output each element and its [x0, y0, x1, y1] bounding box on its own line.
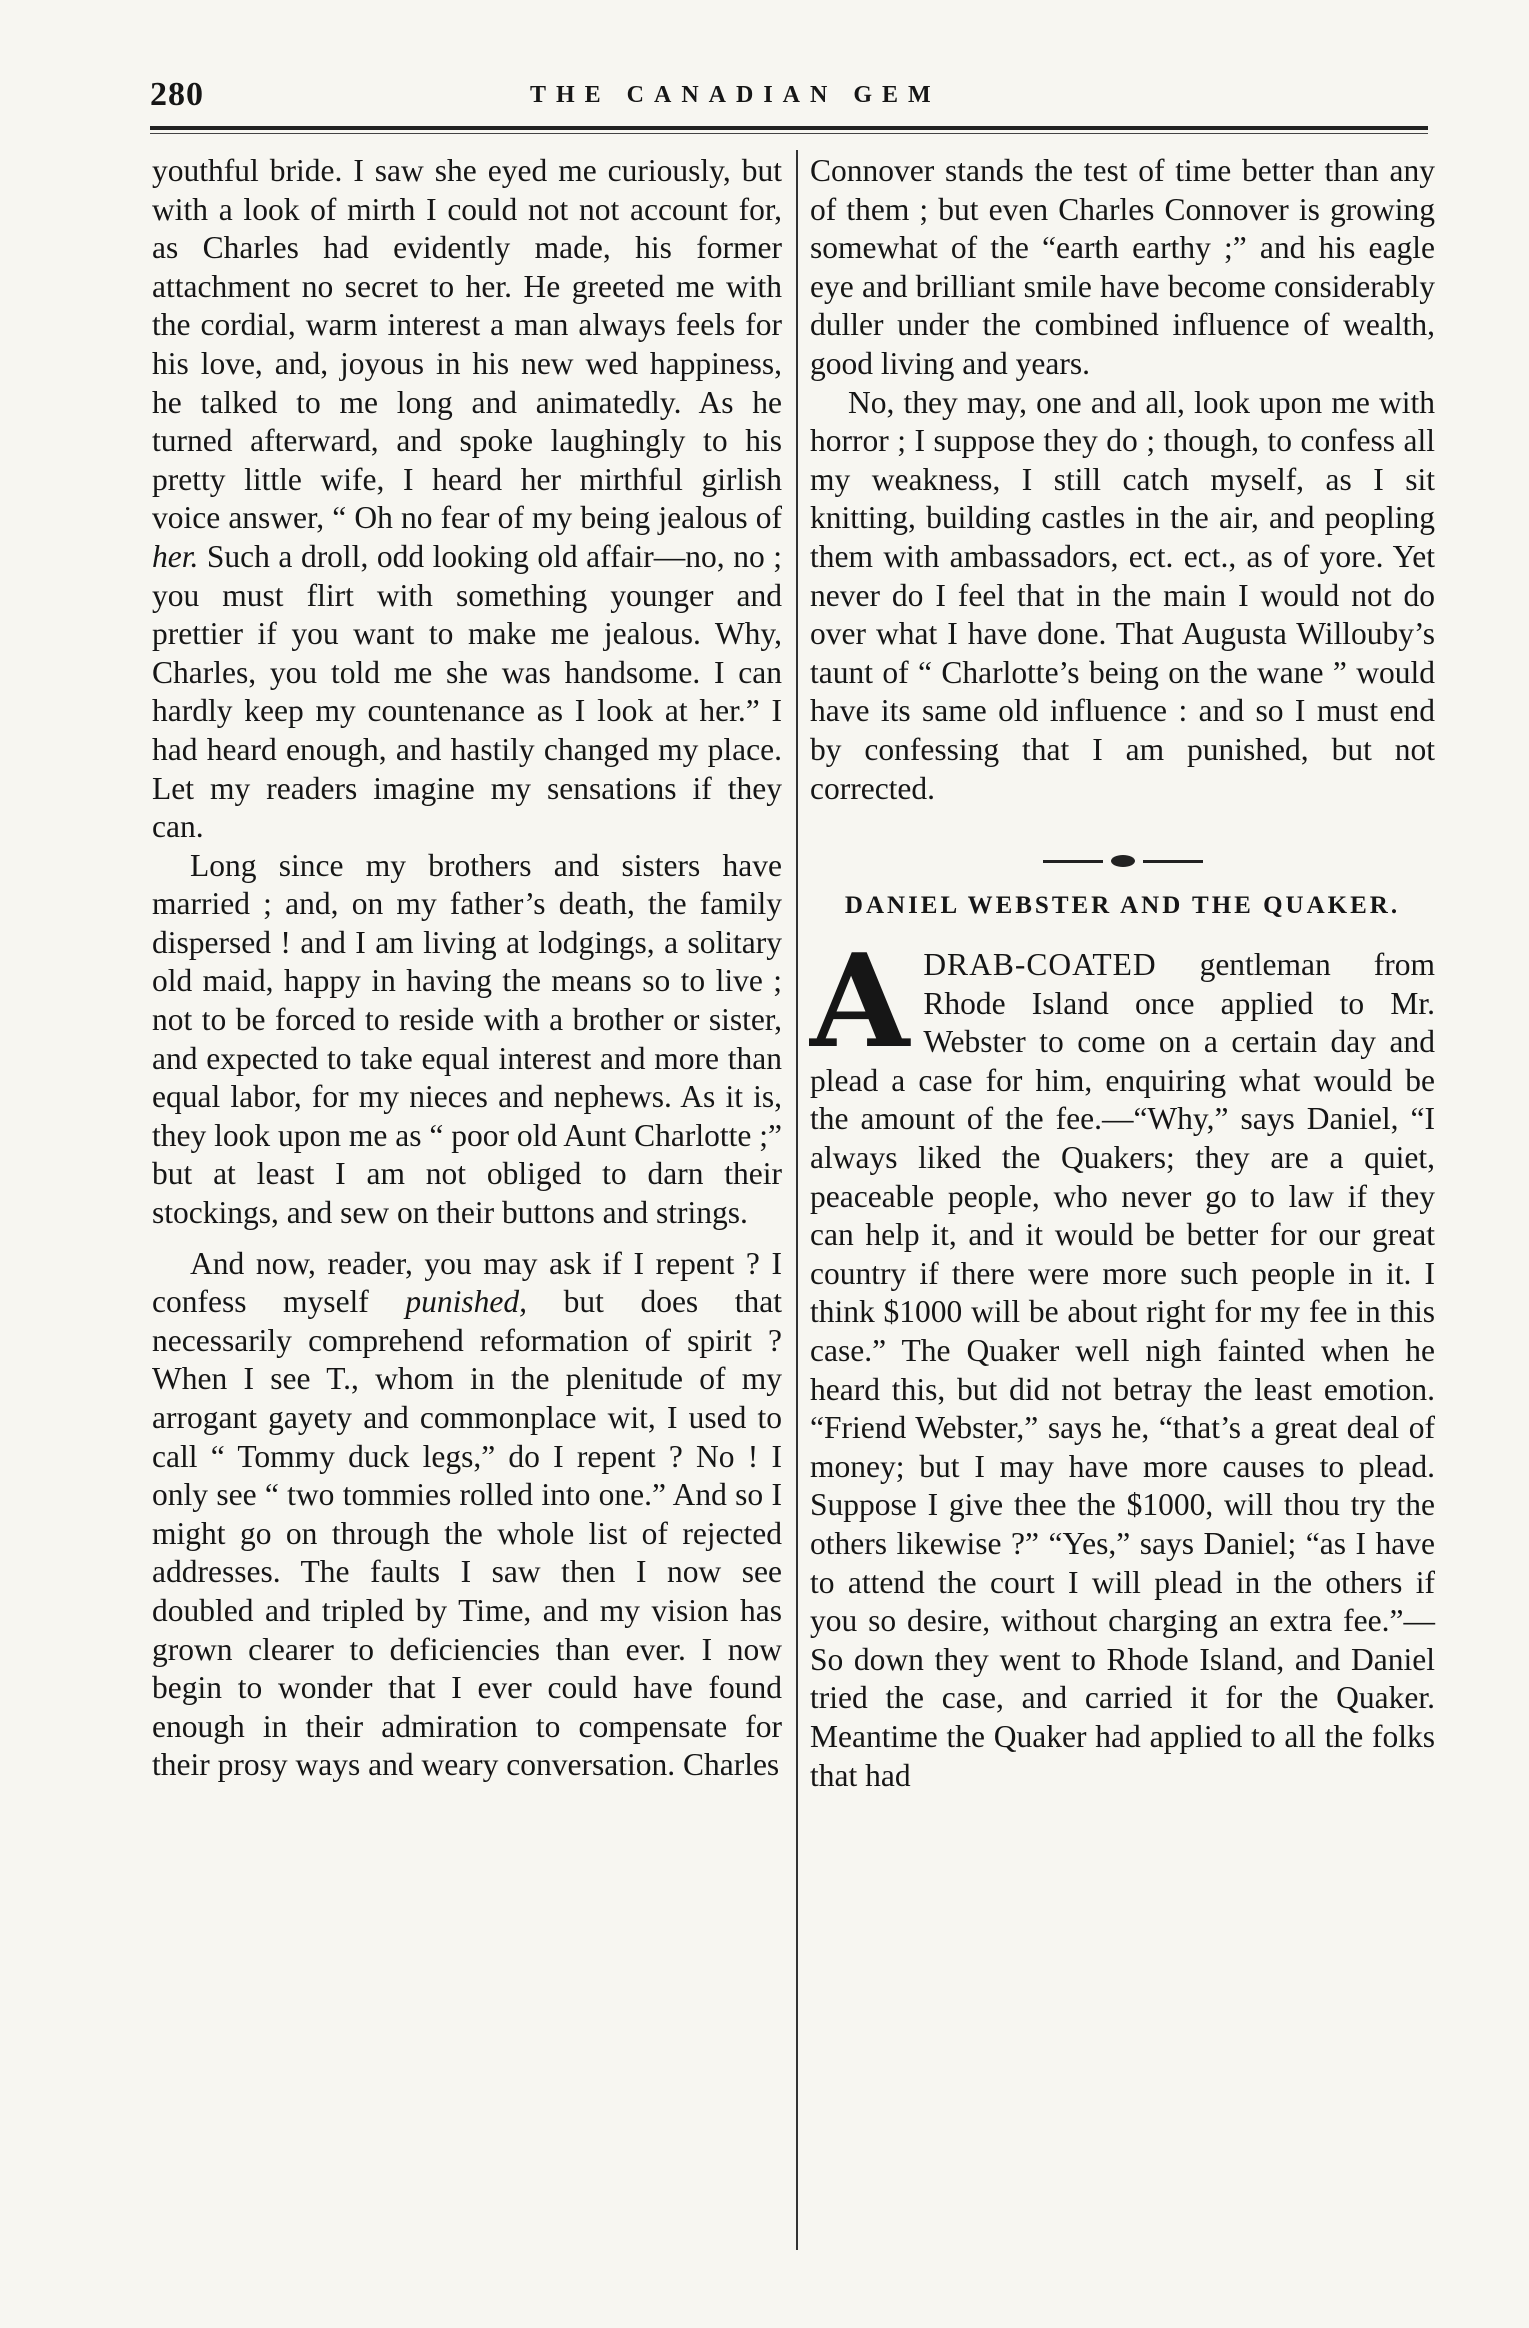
paragraph: [810, 927, 1435, 1795]
paragraph-text: but does that necessarily comprehend reformation of spirit ? When I see T., whom in the plenitude of my arrogant gayety and commonplace wit, I used to call “ Tommy duck legs,” do I repent ? No ! I only see “ two tommies rolled into one.” And so I might go on through the whole list of rejected addresses. The faults I saw then I now see doubled and tripled by Time, and my vision has grown clearer to deficiencies than ever. I now begin to wonder that I ever could have found enough in their admiration to compensate for their prosy ways and weary conversation. Charles: [152, 1284, 783, 1783]
paragraph: Long since my brothers and sisters have married ; and, on my father’s death, the family dispersed ! and I am living at lodgings, a solitary old maid, happy in having the means so to live ; not to be forced to reside with a brother or sister, and expected to take equal interest and more than equal labor, for my nieces and nephews. As it is, they look upon me as “ poor old Aunt Charlotte ;” but at least I am not obliged to darn their stockings, and sew on their buttons and strings.: [152, 847, 782, 1231]
emphasis-text: her.: [152, 538, 199, 574]
paragraph: Connover stands the test of time better than any of them ; but even Charles Connover is growing somewhat of the “earth earthy ;” and his eagle eye and brilliant smile have become considerably duller under the combined influence of wealth, good living and years.: [810, 153, 1435, 381]
page-header: [150, 76, 1400, 116]
paragraph-text: Such a droll, odd looking old affair—no, no ; you must flirt with something younger and prettier if you want to make me jealous. Why, Charles, you told me she was handsome. I can hardly keep my countenance as I look at her.” I had heard enough, and hastily changed my place. Let my readers imagine my sensations if they can.: [152, 538, 782, 845]
small-caps-lead: DRAB-COATED: [923, 947, 1157, 983]
page-number: 280: [150, 76, 204, 113]
paragraph-text: youthful bride. I saw she eyed me curiously, but with a look of mirth I could not not account for, as Charles had evidently made, his former attachment no secret to her. He greeted me with the cordial, warm interest a man always feels for his love, and, joyous in his new wed happiness, he talked to me long and animatedly. As he turned afterward, and spoke laughingly to his pretty little wife, I heard her mirthful girlish voice answer, “ Oh no fear of my being jealous of: [152, 153, 782, 536]
drop-cap: A: [810, 927, 910, 1078]
header-rule-thin: [150, 133, 1428, 134]
left-column: [152, 152, 782, 1785]
paragraph: No, they may, one and all, look upon me with horror ; I suppose they do ; though, to confess all my weakness, I still catch myself, as I sit knitting, building castles in the air, and peopling them with ambassadors, ect. ect., as of yore. Yet never do I feel that in the main I would not do over what I have done. That Augusta Willouby’s taunt of “ Charlotte’s being on the wane ” would have its same old influence : and so I must end by confessing that I am punished, but not corrected.: [810, 384, 1435, 806]
right-column: [810, 152, 1435, 1795]
column-divider: [796, 150, 798, 2250]
paragraph: [152, 1245, 782, 1785]
running-head: THE CANADIAN GEM: [530, 82, 941, 108]
paragraph: [152, 152, 782, 847]
header-rule: [150, 126, 1428, 130]
section-title: DANIEL WEBSTER AND THE QUAKER.: [844, 892, 1401, 920]
paragraph-text: gentleman from Rhode Island once applied to Mr. Webster to come on a certain day and plead a case for him, enquiring what would be the amount of the fee.—“Why,” says Daniel, “I always liked the Quakers; they are a quiet, peaceable people, who never go to law if they can help it, and it would be better for our great country if there were more such people in it. I think $1000 will be about right for my fee in this case.” The Quaker well nigh fainted when he heard this, but did not betray the least emotion. “Friend Webster,” says he, “that’s a great deal of money; but I may have more causes to plead. Suppose I give thee the $1000, will thou try the others likewise ?” “Yes,” says Daniel; “as I have to attend the court I will plead in the others if you so desire, without charging an extra fee.”—So down they went to Rhode Island, and Daniel tried the case, and carried it for the Quaker. Meantime the Quaker had applied to all the folks that had: [810, 947, 1435, 1793]
section-ornament: [1043, 854, 1203, 868]
emphasis-text: punished,: [405, 1284, 528, 1320]
paragraph-text: And now, reader, you may ask if I repent ? I confess myself: [152, 1245, 782, 1320]
